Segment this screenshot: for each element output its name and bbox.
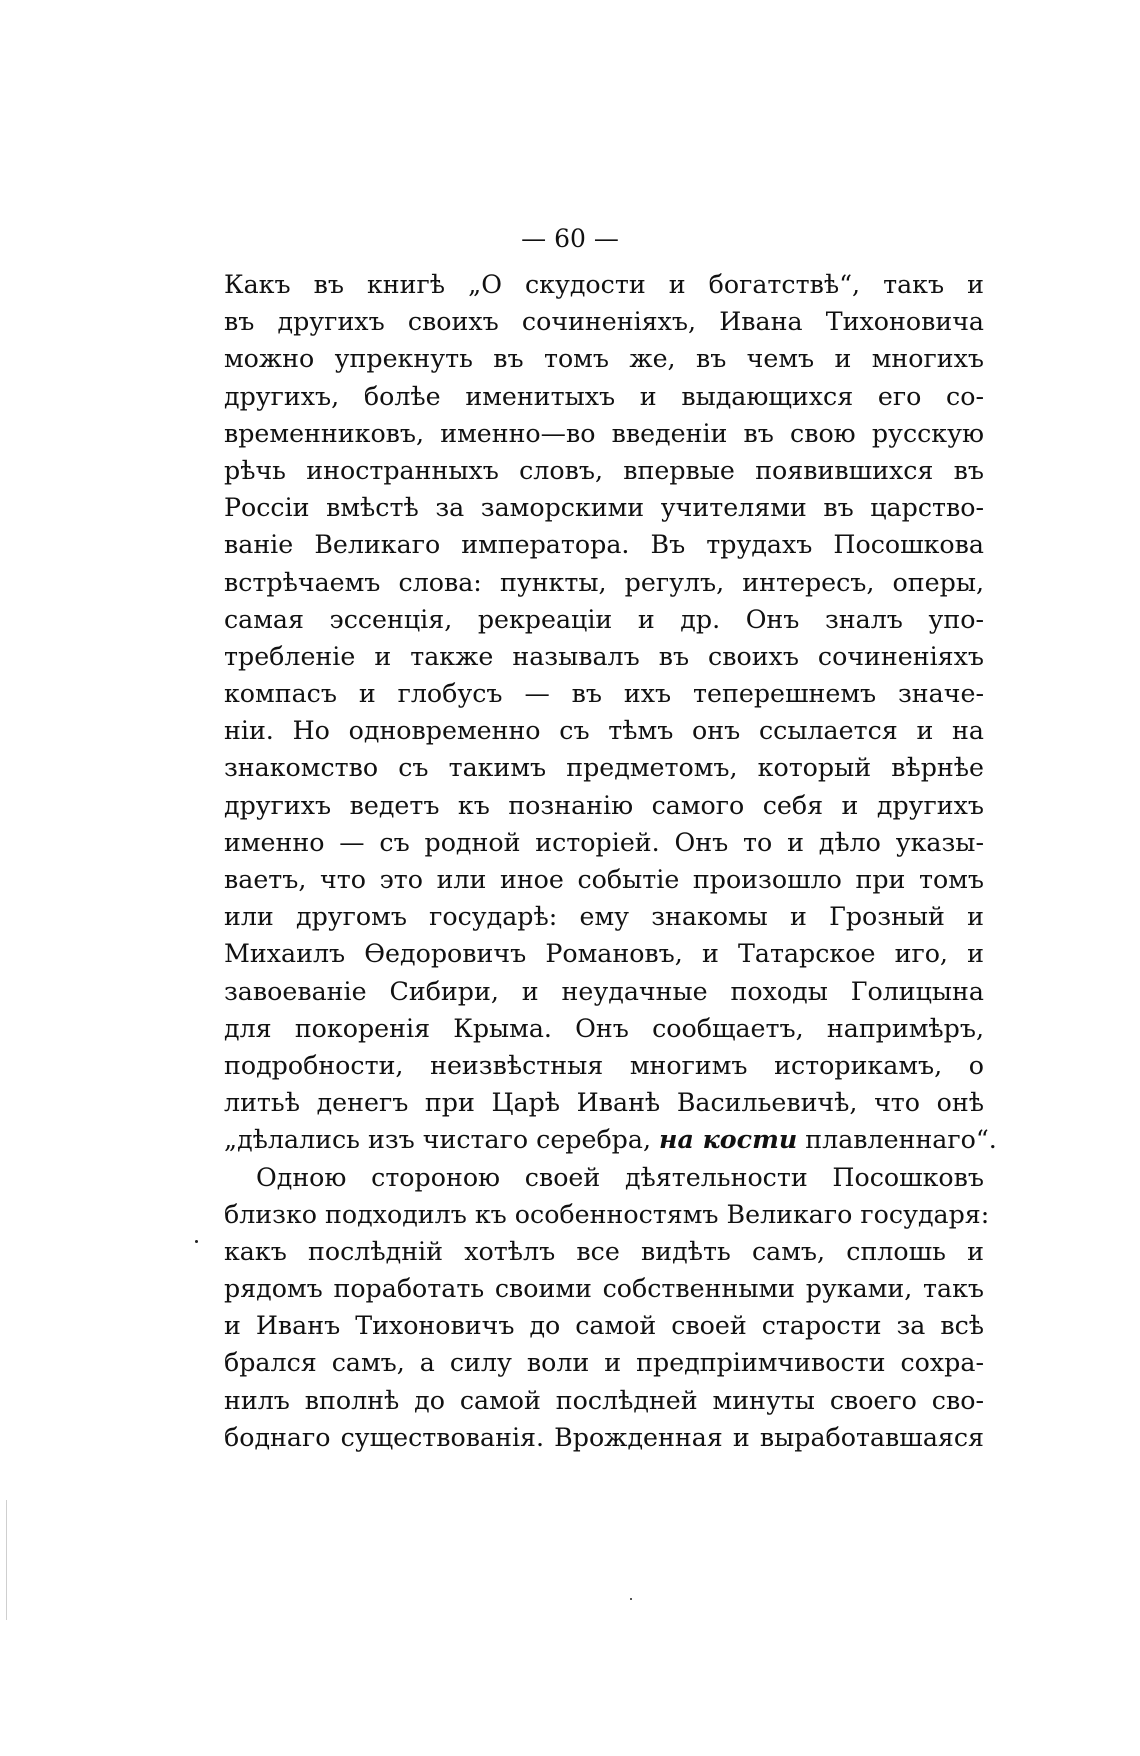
text-line: компасъ и глобусъ — въ ихъ теперешнемъ значе-: [224, 679, 984, 709]
text-line: временниковъ, именно—во введеніи въ свою русскую: [224, 418, 984, 448]
text-line: рядомъ поработать своими собственными руками, такъ: [224, 1274, 984, 1304]
text-line: требленіе и также называлъ въ своихъ сочиненіяхъ: [224, 641, 984, 671]
text-line: Одною стороною своей дѣятельности Посошковъ: [256, 1162, 984, 1192]
text-line: завоеваніе Сибири, и неудачные походы Голицына: [224, 976, 984, 1006]
text-line: въ другихъ своихъ сочиненіяхъ, Ивана Тихоновича: [224, 307, 984, 337]
text-line: Какъ въ книгѣ „О скудости и богатствѣ“, такъ и: [224, 270, 984, 299]
text-segment: плавленнаго“.: [797, 1125, 997, 1155]
text-line: какъ послѣдній хотѣлъ все видѣть самъ, сплошь и: [224, 1236, 984, 1266]
text-line: встрѣчаемъ слова: пункты, регулъ, интересъ, оперы,: [224, 567, 984, 597]
scan-speck: [630, 1598, 632, 1600]
text-line: близко подходилъ къ особенностямъ Великаго государя:: [224, 1199, 990, 1229]
text-line-last: [224, 1121, 997, 1158]
text-line: литьѣ денегъ при Царѣ Иванѣ Васильевичѣ, что онѣ: [224, 1088, 984, 1118]
text-line: подробности, неизвѣстныя многимъ историкамъ, о: [224, 1050, 984, 1080]
text-line: и Иванъ Тихоновичъ до самой своей старости за всѣ: [224, 1311, 984, 1341]
body-text: [224, 266, 997, 1456]
text-line: ніи. Но одновременно съ тѣмъ онъ ссылается и на: [224, 716, 984, 746]
text-line: другихъ ведетъ къ познанію самого себя и другихъ: [224, 790, 984, 820]
text-line: или другомъ государѣ: ему знакомы и Грозный и: [224, 902, 984, 932]
text-line: другихъ, болѣе именитыхъ и выдающихся его со-: [224, 381, 984, 411]
text-line: самая эссенція, рекреаціи и др. Онъ зналъ упо-: [224, 604, 984, 634]
text-line: боднаго существованія. Врожденная и выработавшаяся: [224, 1422, 984, 1452]
scan-edge-line: [6, 1500, 7, 1620]
page-number: — 60 —: [521, 224, 619, 253]
margin-dot: [195, 1240, 198, 1243]
text-line: можно упрекнуть въ томъ же, въ чемъ и многихъ: [224, 344, 984, 374]
text-line: Россіи вмѣстѣ за заморскими учителями въ царство-: [224, 493, 984, 523]
text-line: именно — съ родной исторіей. Онъ то и дѣло указы-: [224, 827, 984, 857]
text-line: для покоренія Крыма. Онъ сообщаетъ, напримѣръ,: [224, 1013, 984, 1043]
text-line: Михаилъ Ѳедоровичъ Романовъ, и Татарское иго, и: [224, 939, 984, 969]
text-line: ваніе Великаго императора. Въ трудахъ Посошкова: [224, 530, 984, 560]
text-line: рѣчь иностранныхъ словъ, впервые появившихся въ: [224, 455, 984, 485]
text-line: нилъ вполнѣ до самой послѣдней минуты своего сво-: [224, 1385, 984, 1415]
emphasis-text: на кости: [659, 1124, 798, 1155]
text-line: брался самъ, а силу воли и предпріимчивости сохра-: [224, 1348, 984, 1378]
text-line: знакомство съ такимъ предметомъ, который вѣрнѣе: [224, 753, 984, 783]
text-segment: „дѣлались изъ чистаго серебра,: [224, 1125, 660, 1155]
text-line: ваетъ, что это или иное событіе произошло при томъ: [224, 865, 984, 894]
